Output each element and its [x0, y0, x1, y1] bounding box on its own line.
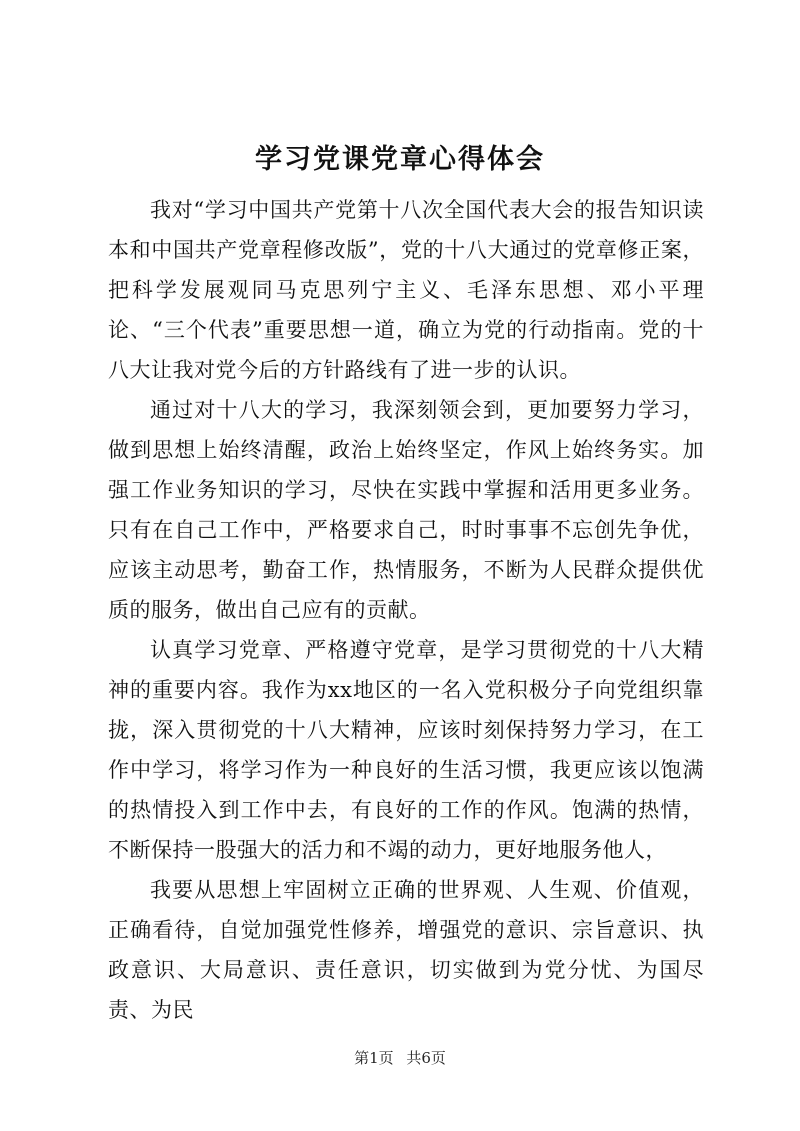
page-footer: [0, 1048, 800, 1068]
paragraph: 我对“学习中国共产党第十八次全国代表大会的报告知识读本和中国共产党章程修改版”，党的十八大通过的党章修正案，把科学发展观同马克思列宁主义、毛泽东思想、邓小平理论、“三个代表”重要思想一道，确立为党的行动指南。党的十八大让我对党今后的方针路线有了进一步的认识。: [108, 198, 704, 382]
document-title: 学习党课党章心得体会: [255, 144, 545, 175]
paragraph: 我要从思想上牢固树立正确的世界观、人生观、价值观，正确看待，自觉加强党性修养，增强党的意识、宗旨意识、执政意识、大局意识、责任意识，切实做到为党分忧、为国尽责、为民: [108, 878, 704, 1022]
page-number-current: 第1页: [354, 1049, 394, 1067]
document-body: [108, 190, 704, 1030]
paragraph: 认真学习党章、严格遵守党章，是学习贯彻党的十八大精神的重要内容。我作为xx地区的一名入党积极分子向党组织靠拢，深入贯彻党的十八大精神，应该时刻保持努力学习，在工作中学习，将学习作为一种良好的生活习惯，我更应该以饱满的热情投入到工作中去，有良好的工作的作风。饱满的热情，不断保持一股强大的活力和不竭的动力，更好地服务他人，: [108, 638, 704, 862]
page-number-total: 共6页: [406, 1049, 446, 1067]
paragraph: 通过对十八大的学习，我深刻领会到，更加要努力学习，做到思想上始终清醒，政治上始终坚定，作风上始终务实。加强工作业务知识的学习，尽快在实践中掌握和活用更多业务。只有在自己工作中，严格要求自己，时时事事不忘创先争优，应该主动思考，勤奋工作，热情服务，不断为人民群众提供优质的服务，做出自己应有的贡献。: [108, 398, 704, 622]
